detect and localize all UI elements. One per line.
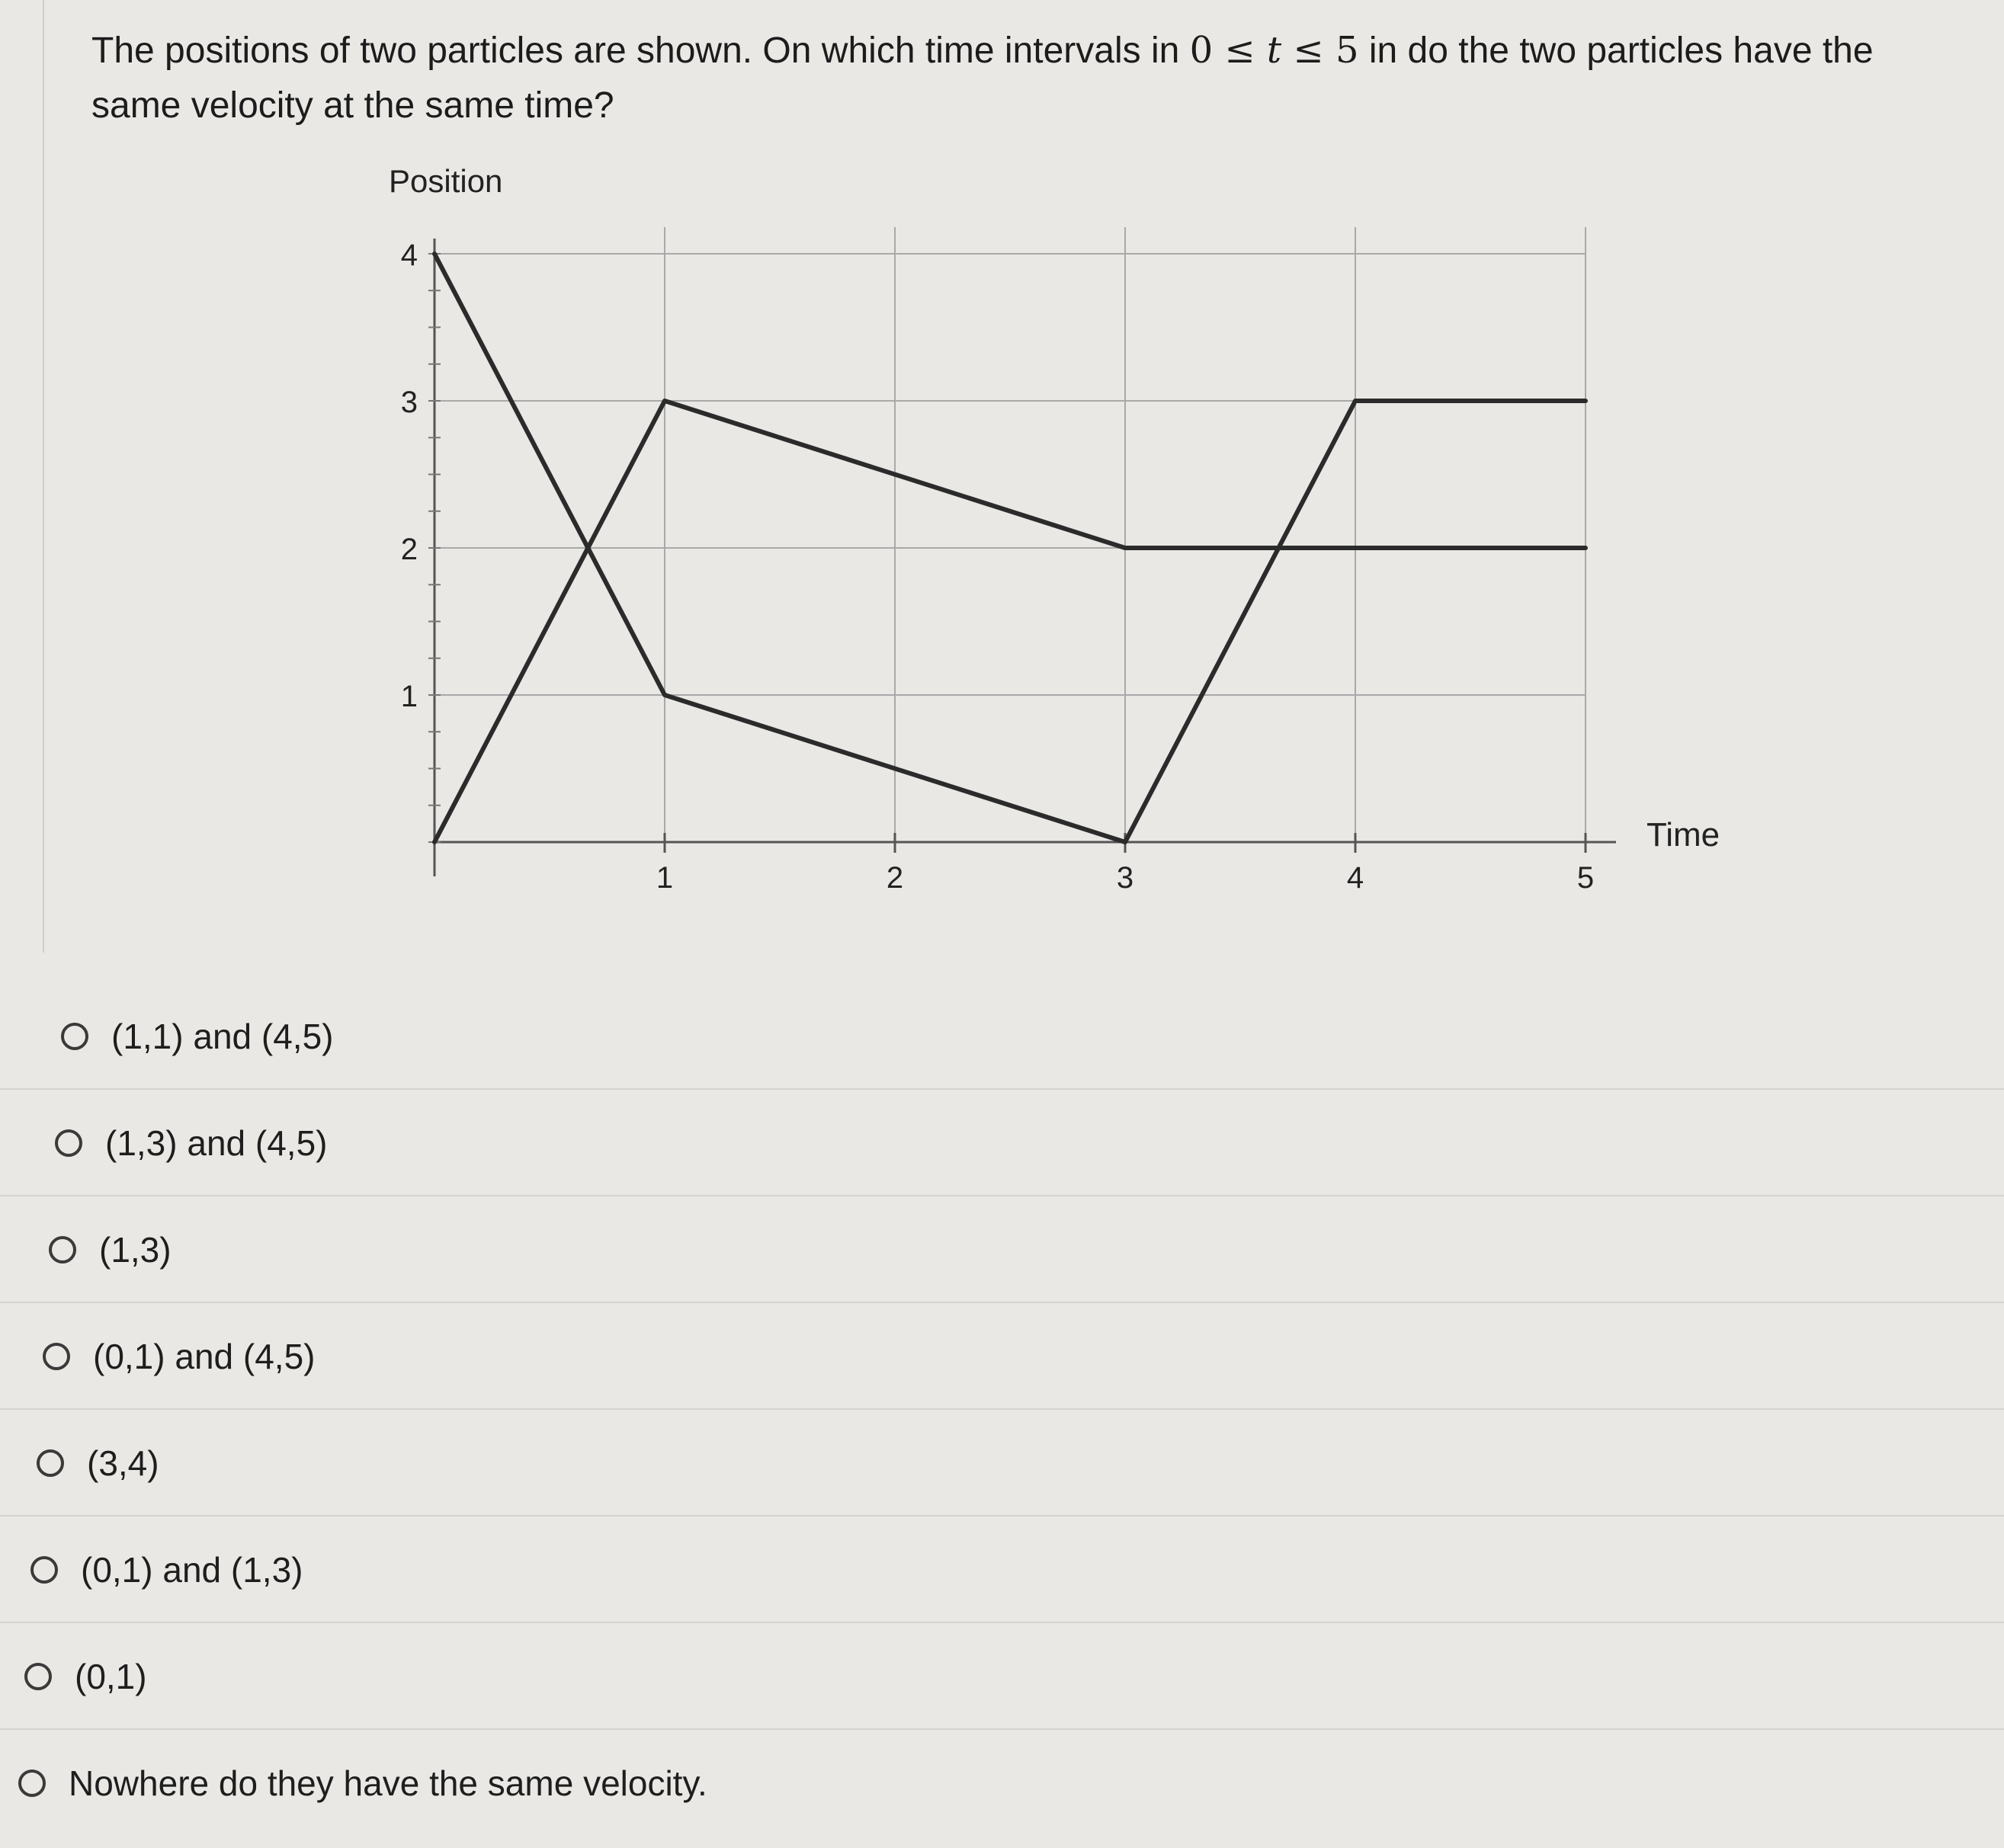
x-tick-label: 5 (1576, 861, 1595, 895)
option-row (0, 1195, 2004, 1302)
answer-option[interactable] (55, 1120, 327, 1166)
option-label: (1,3) and (4,5) (105, 1123, 328, 1163)
radio-button[interactable] (55, 1129, 82, 1157)
y-axis-label: Position (389, 163, 503, 199)
option-label: (0,1) and (4,5) (93, 1337, 316, 1376)
option-row (0, 1408, 2004, 1515)
x-tick-label: 1 (656, 861, 674, 895)
option-row (0, 1622, 2004, 1728)
x-tick-label: 2 (886, 861, 904, 895)
option-label: (0,1) (75, 1657, 147, 1696)
y-tick-label: 4 (400, 239, 418, 272)
particle-line-2 (434, 401, 1586, 842)
option-row (0, 983, 2004, 1088)
y-tick-label: 2 (400, 533, 418, 566)
option-label: (3,4) (87, 1443, 159, 1483)
math-var: t (1266, 29, 1282, 72)
option-row (0, 1515, 2004, 1622)
option-label: (1,1) and (4,5) (111, 1017, 334, 1056)
y-tick-label: 3 (400, 386, 418, 419)
answer-option[interactable] (43, 1334, 315, 1379)
answer-options (0, 983, 2004, 1835)
x-axis-label: Time (1646, 816, 1720, 854)
radio-button[interactable] (61, 1023, 88, 1050)
answer-option[interactable] (18, 1760, 707, 1806)
answer-option[interactable] (37, 1440, 159, 1486)
option-label: Nowhere do they have the same velocity. (69, 1763, 707, 1803)
question-math: 0 ≤ t ≤ 5 (1189, 29, 1359, 72)
radio-button[interactable] (43, 1343, 70, 1370)
y-tick-label: 1 (400, 680, 418, 713)
radio-button[interactable] (18, 1770, 46, 1797)
question-text-after: in do the two particles have the same velocity at the same time? (91, 30, 1874, 126)
math-lower: 0 (1189, 29, 1214, 72)
option-label: (1,3) (99, 1230, 172, 1270)
answer-option[interactable] (49, 1227, 172, 1273)
answer-option[interactable] (30, 1547, 303, 1593)
x-tick-label: 4 (1346, 861, 1364, 895)
radio-button[interactable] (30, 1556, 58, 1584)
radio-button[interactable] (37, 1449, 64, 1477)
radio-button[interactable] (24, 1663, 52, 1690)
answer-option[interactable] (24, 1654, 147, 1699)
math-upper: 5 (1335, 29, 1359, 72)
option-row (0, 1088, 2004, 1195)
question-text-before: The positions of two particles are shown. On which time intervals in (91, 30, 1190, 71)
option-label: (0,1) and (1,3) (81, 1550, 303, 1590)
option-row (0, 1302, 2004, 1408)
x-tick-label: 3 (1116, 861, 1134, 895)
option-row (0, 1728, 2004, 1835)
radio-button[interactable] (49, 1236, 76, 1263)
answer-option[interactable] (61, 1014, 333, 1059)
